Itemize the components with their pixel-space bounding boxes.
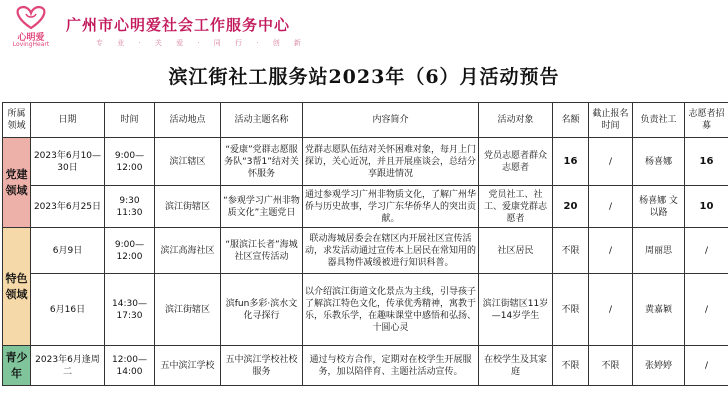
volunteers-cell: 10 <box>685 186 728 228</box>
target-cell: 在校学生及其家庭 <box>479 346 553 386</box>
volunteers-cell: / <box>685 346 728 386</box>
intro-cell: 通过参观学习广州非物质文化，了解广州华侨与历史故事，学习广东华侨华人的突出贡献。 <box>303 186 479 228</box>
place-cell: 滨江高海社区 <box>155 228 221 274</box>
category-cell-special: 特色领域 <box>3 228 31 346</box>
activity-schedule-table <box>2 102 728 386</box>
theme-cell: “服滨江长者”海城社区宣传活动 <box>221 228 303 274</box>
quota-cell: 不限 <box>553 228 589 274</box>
theme-cell: “参观学习广州非物质文化”主题党日 <box>221 186 303 228</box>
time-cell: 14:30—17:30 <box>105 274 155 346</box>
table-row <box>3 138 728 186</box>
category-cell-party: 党建领域 <box>3 138 31 228</box>
volunteers-cell: / <box>685 274 728 346</box>
category-cell-youth: 青少年 <box>3 346 31 386</box>
date-cell: 2023年6月10—30日 <box>31 138 105 186</box>
theme-cell: 五中滨江学校社校服务 <box>221 346 303 386</box>
logo-cn-text: 心明爱 <box>17 33 45 43</box>
org-logo <box>6 4 56 50</box>
deadline-cell: / <box>589 186 633 228</box>
deadline-cell: 不限 <box>589 346 633 386</box>
header-cell: 活动主题名称 <box>221 103 303 138</box>
deadline-cell: / <box>589 138 633 186</box>
quota-cell: 不限 <box>553 274 589 346</box>
time-cell: 9:00—12:00 <box>105 228 155 274</box>
intro-cell: 以介绍滨江街道文化景点为主线，引导孩子了解滨江特色文化，传承优秀精神，寓教于乐，乐教乐学，在趣味课堂中感悟和弘扬、十圆心灵 <box>303 274 479 346</box>
worker-cell: 杨喜娜 文以路 <box>633 186 685 228</box>
quota-cell: 16 <box>553 138 589 186</box>
quota-cell: 20 <box>553 186 589 228</box>
header <box>0 0 728 58</box>
place-cell: 滨江辖区 <box>155 138 221 186</box>
target-cell: 党员社工、社工、爱康党群志愿者 <box>479 186 553 228</box>
header-cell: 所属领域 <box>3 103 31 138</box>
table-row <box>3 186 728 228</box>
quota-cell: 不限 <box>553 346 589 386</box>
date-cell: 6月9日 <box>31 228 105 274</box>
intro-cell: 联动海城居委会在辖区内开展社区宣传活动，求发活动通过宣传本上居民在常知用的器具物件减缓被进行知识科普。 <box>303 228 479 274</box>
time-cell: 9:30 11:30 <box>105 186 155 228</box>
table-row <box>3 346 728 386</box>
date-cell: 6月16日 <box>31 274 105 346</box>
header-cell: 名额 <box>553 103 589 138</box>
header-cell: 志愿者招募 <box>685 103 728 138</box>
header-cell: 日期 <box>31 103 105 138</box>
intro-cell: 通过与校方合作，定期对在校学生开展服务，加以陪伴育、主题社活动宣传。 <box>303 346 479 386</box>
theme-cell: 滨fun多彩·滨水文化寻探行 <box>221 274 303 346</box>
place-cell: 滨江街辖区 <box>155 274 221 346</box>
org-name: 广州市心明爱社会工作服务中心 <box>66 16 291 34</box>
target-cell: 滨江街辖区11岁—14岁学生 <box>479 274 553 346</box>
target-cell: 党员志愿者群众志愿者 <box>479 138 553 186</box>
place-cell: 五中滨江学校 <box>155 346 221 386</box>
time-cell: 9:00—12:00 <box>105 138 155 186</box>
date-cell: 2023年6月逢周二 <box>31 346 105 386</box>
header-cell: 活动地点 <box>155 103 221 138</box>
table-row <box>3 228 728 274</box>
volunteers-cell: / <box>685 228 728 274</box>
table-row <box>3 274 728 346</box>
date-cell: 2023年6月25日 <box>31 186 105 228</box>
header-cell: 负责社工 <box>633 103 685 138</box>
header-cell: 活动对象 <box>479 103 553 138</box>
heart-logo-icon <box>6 4 56 32</box>
logo-en-text: LovingHeart <box>12 41 50 48</box>
table-header-row <box>3 103 728 138</box>
target-cell: 社区居民 <box>479 228 553 274</box>
deadline-cell: / <box>589 228 633 274</box>
deadline-cell: / <box>589 274 633 346</box>
intro-cell: 党群志愿队伍结对关怀困难对象，每月上门探访，关心近况，并且开展座谈会，总结分享跟进情况 <box>303 138 479 186</box>
place-cell: 滨江街辖区 <box>155 186 221 228</box>
worker-cell: 周丽思 <box>633 228 685 274</box>
header-cell: 时间 <box>105 103 155 138</box>
worker-cell: 杨喜娜 <box>633 138 685 186</box>
header-cell: 内容简介 <box>303 103 479 138</box>
time-cell: 12:00—14:00 <box>105 346 155 386</box>
worker-cell: 黄嘉颖 <box>633 274 685 346</box>
theme-cell: “爱康”党群志愿服务队“3帮1”结对关怀服务 <box>221 138 303 186</box>
worker-cell: 张婷婷 <box>633 346 685 386</box>
page-title: 滨江街社工服务站2023年（6）月活动预告 <box>168 66 560 88</box>
volunteers-cell: 16 <box>685 138 728 186</box>
header-cell: 截止报名时间 <box>589 103 633 138</box>
org-slogan: 专 业 · 关 爱 · 同 行 · 创 新 <box>96 39 307 47</box>
